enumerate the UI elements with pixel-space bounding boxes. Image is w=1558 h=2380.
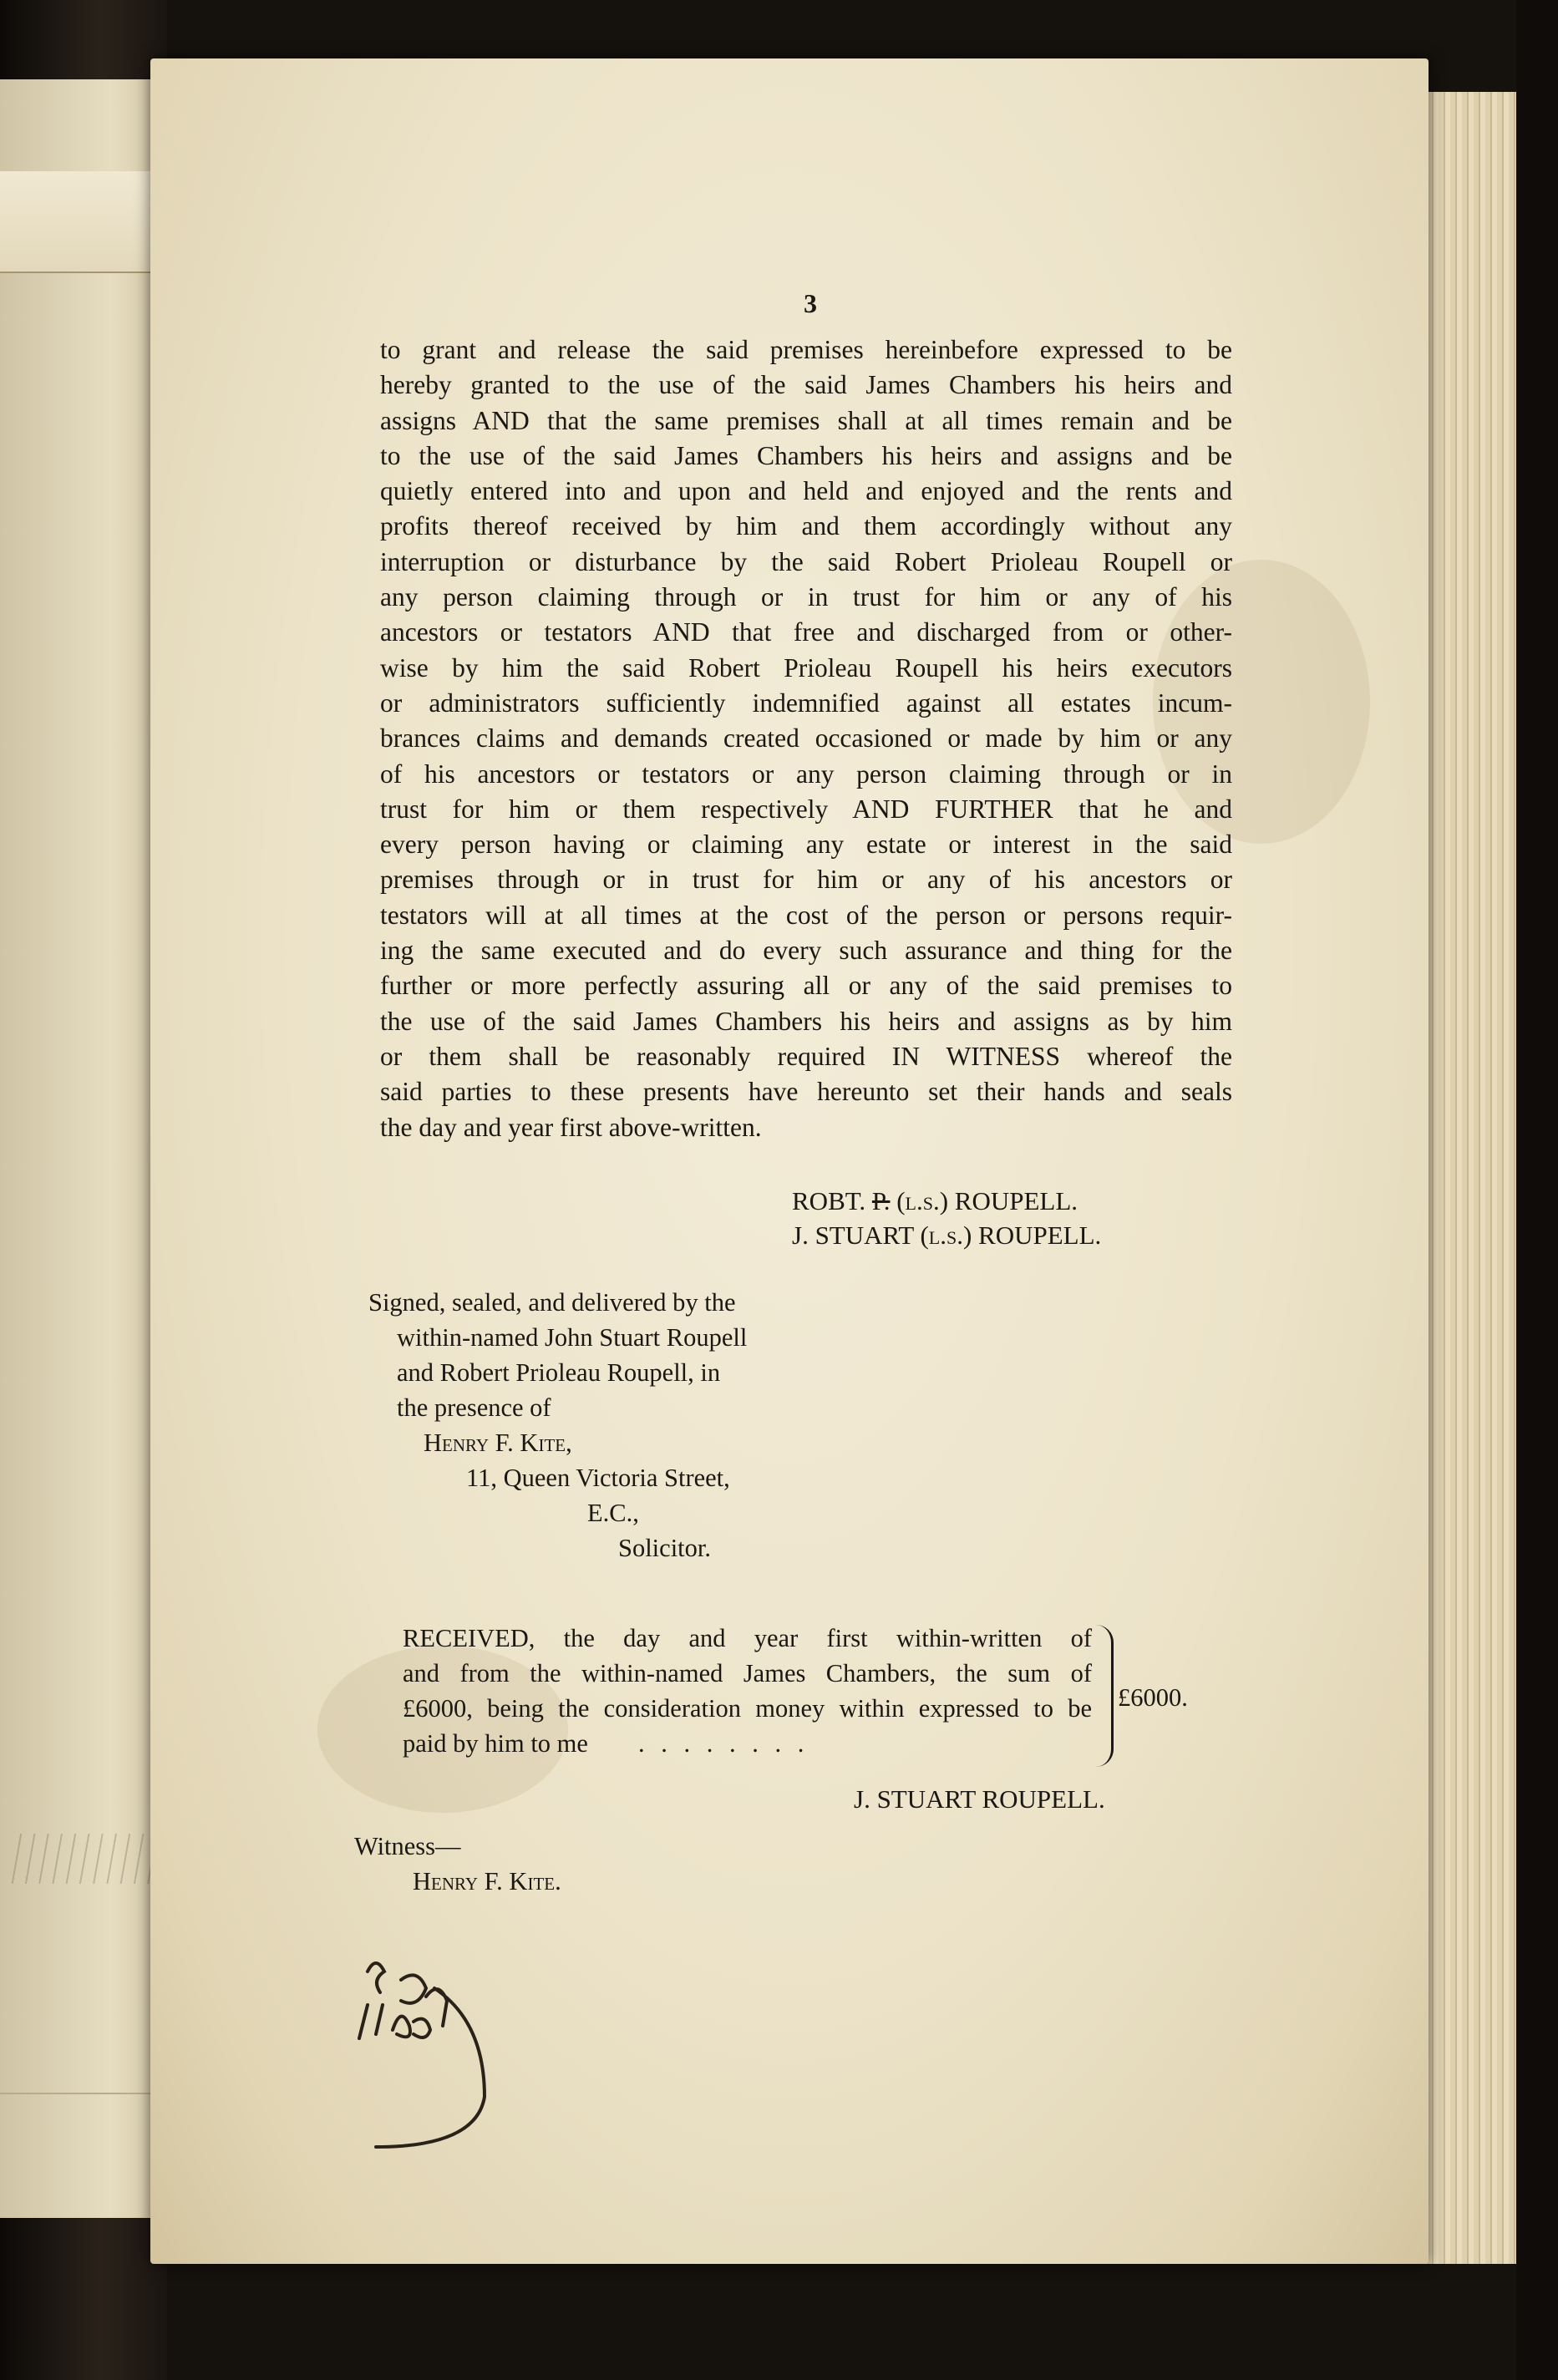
signature-name: ROBT.	[792, 1186, 872, 1215]
text-line: of his ancestors or testators or any person claiming through or in	[380, 759, 1232, 789]
locus-sigilli: (l.s.)	[896, 1186, 949, 1215]
receipt-line	[403, 1726, 1092, 1761]
attestation-witness-name: Henry F. Kite,	[424, 1429, 572, 1457]
text-line: said parties to these presents have hereunto set their hands and seals	[380, 1077, 1232, 1107]
signature-robert-roupell	[792, 1186, 1078, 1216]
text-line: profits thereof received by him and them accordingly without any	[380, 511, 1232, 541]
text-line: testators will at all times at the cost of the person or persons requir-	[380, 900, 1232, 930]
text-line: quietly entered into and upon and held and enjoyed and the rents and	[380, 476, 1232, 506]
receipt-brace	[1096, 1625, 1114, 1767]
cover-edge	[1516, 0, 1558, 2380]
receipt-clause	[403, 1621, 1092, 1761]
deed-body-text	[380, 332, 1232, 1145]
pencil-marks	[8, 1834, 150, 1884]
witness-name: Henry F. Kite.	[413, 1867, 561, 1895]
text-line: wise by him the said Robert Prioleau Roupell his heirs executors	[380, 652, 1232, 683]
signature-stuart-roupell	[792, 1220, 1101, 1251]
attestation-address: 11, Queen Victoria Street,	[466, 1464, 730, 1492]
receipt-line: £6000, being the consideration money within expressed to be	[403, 1694, 1092, 1723]
receipt-last-text: paid by him to me	[403, 1729, 588, 1758]
signature-initial: P.	[871, 1186, 891, 1215]
locus-sigilli: (l.s.)	[920, 1220, 972, 1250]
attestation-line: Signed, sealed, and delivered by the	[368, 1288, 736, 1317]
attestation-line: within-named John Stuart Roupell	[397, 1323, 748, 1352]
left-page-edge	[0, 79, 161, 2218]
receipt-leader-dots: . . . . . . . .	[637, 1729, 809, 1758]
text-line: brances claims and demands created occasioned or made by him or any	[380, 723, 1232, 754]
text-line: or administrators sufficiently indemnified against all estates incum-	[380, 688, 1232, 718]
signature-name: J. STUART	[792, 1220, 914, 1250]
text-line: assigns AND that the same premises shall at all times remain and be	[380, 405, 1232, 435]
text-line: to the use of the said James Chambers his heirs and assigns and be	[380, 440, 1232, 470]
attestation-address: E.C.,	[587, 1499, 639, 1527]
signature-surname: ROUPELL.	[954, 1186, 1078, 1215]
page-number: 3	[804, 288, 817, 318]
witness-label: Witness—	[354, 1832, 461, 1860]
handwritten-initials	[334, 1938, 551, 2189]
text-line: the day and year first above-written.	[380, 1112, 762, 1142]
attestation-line: and Robert Prioleau Roupell, in	[397, 1358, 721, 1387]
receipt-signatory: J. STUART ROUPELL.	[854, 1784, 1105, 1814]
text-line: ing the same executed and do every such assurance and thing for the	[380, 936, 1232, 966]
text-line: further or more perfectly assuring all or any of the said premises to	[380, 971, 1232, 1001]
text-line: or them shall be reasonably required IN WITNESS whereof the	[380, 1041, 1232, 1071]
text-line: the use of the said James Chambers his heirs and assigns as by him	[380, 1006, 1232, 1036]
receipt-line: RECEIVED, the day and year first within-written of	[403, 1624, 1092, 1652]
text-line: interruption or disturbance by the said Robert Prioleau Roupell or	[380, 546, 1232, 576]
ruled-line	[0, 2093, 159, 2094]
text-line: hereby granted to the use of the said James Chambers his heirs and	[380, 370, 1232, 400]
text-line: every person having or claiming any estate or interest in the said	[380, 830, 1232, 860]
receipt-line: and from the within-named James Chambers, the sum of	[403, 1659, 1092, 1687]
text-line: premises through or in trust for him or any of his ancestors or	[380, 865, 1232, 895]
signature-surname: ROUPELL.	[978, 1220, 1102, 1250]
folded-paper-strip	[0, 171, 159, 273]
text-line: trust for him or them respectively AND FURTHER that he and	[380, 794, 1232, 824]
attestation-occupation: Solicitor.	[618, 1534, 711, 1562]
receipt-amount: £6000.	[1118, 1683, 1188, 1712]
attestation-line: the presence of	[397, 1393, 551, 1422]
text-line: ancestors or testators AND that free and discharged from or other-	[380, 617, 1232, 647]
text-line: to grant and release the said premises hereinbefore expressed to be	[380, 335, 1232, 364]
text-line: any person claiming through or in trust for him or any of his	[380, 582, 1232, 612]
